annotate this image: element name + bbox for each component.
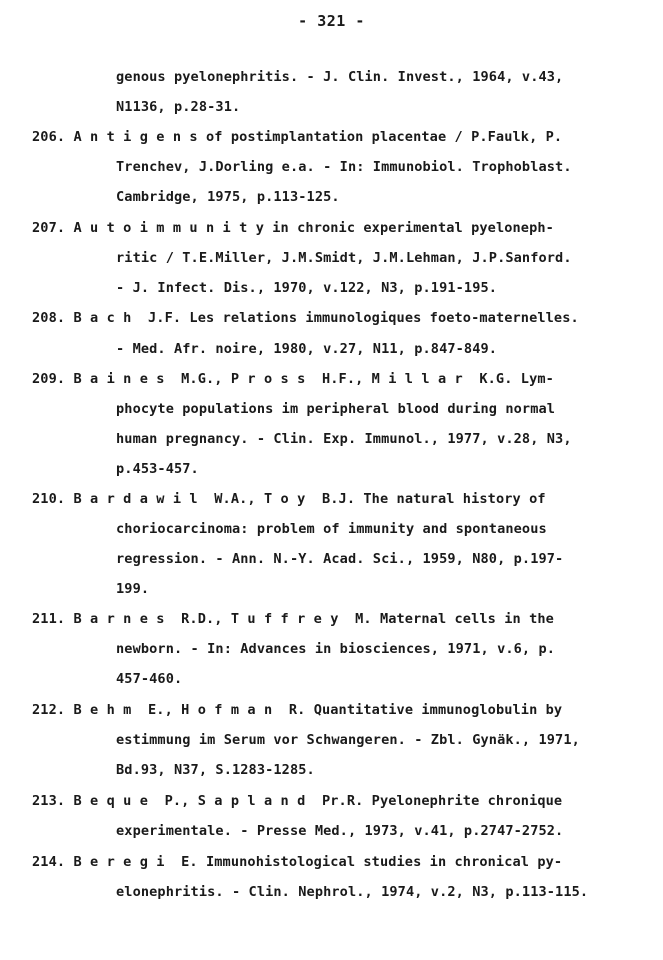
entry-first-rest: in chronic experimental pyeloneph- [263,220,554,236]
entry-line: regression. - Ann. N.-Y. Acad. Sci., 1959, N80, p.197- [116,551,564,567]
entry-line: 199. [116,581,150,597]
entry-lead: B e q u e P., S a p l a n d Pr.R. [73,793,364,809]
entry-first-line [32,792,562,810]
entry-line: elonephritis. - Clin. Nephrol., 1974, v.2, N3, p.113-115. [116,884,589,900]
entry-line: Bd.93, N37, S.1283-1285. [116,762,315,778]
entry-line: experimentale. - Presse Med., 1973, v.41, p.2747-2752. [116,823,564,839]
entry-number: 211. [32,611,66,627]
entry-first-rest: J.F. Les relations immunologiques foeto-maternelles. [131,310,579,326]
entry-first-line [32,309,579,327]
entry-line: human pregnancy. - Clin. Exp. Immunol., 1977, v.28, N3, [116,431,572,447]
entry-number: 208. [32,310,66,326]
entry-number: 214. [32,854,66,870]
entry-first-rest: Lym- [512,371,554,387]
entry-first-rest: Maternal cells in the [371,611,554,627]
entry-lead: B a r n e s R.D., T u f f r e y M. [73,611,372,627]
entry-first-line [32,219,554,237]
entry-line: choriocarcinoma: problem of immunity and spontaneous [116,521,547,537]
entry-line: - Med. Afr. noire, 1980, v.27, N11, p.847-849. [116,341,498,357]
entry-number: 212. [32,702,66,718]
entry-first-rest: Quantitative immunoglobulin by [305,702,563,718]
entry-first-line [32,128,562,146]
entry-number: 213. [32,793,66,809]
entry-line: Trenchev, J.Dorling e.a. - In: Immunobiol. Trophoblast. [116,159,572,175]
entry-line: Cambridge, 1975, p.113-125. [116,189,340,205]
entry-number: 207. [32,220,66,236]
entry-lead: A u t o i m m u n i t y [73,220,264,236]
entry-lead: B e h m E., H o f m a n R. [73,702,306,718]
entry-line: genous pyelonephritis. - J. Clin. Invest., 1964, v.43, [116,69,564,85]
entry-number: 209. [32,371,66,387]
entry-first-rest: Immunohistological studies in chronical py- [197,854,563,870]
entry-first-line [32,701,562,719]
entry-number: 210. [32,491,66,507]
entry-first-line [32,370,554,388]
entry-first-line [32,853,562,871]
entry-line: 457-460. [116,671,183,687]
entry-lead: B a c h [73,310,132,326]
entry-first-rest: of postimplantation placentae / P.Faulk, P. [197,129,563,145]
entry-line: - J. Infect. Dis., 1970, v.122, N3, p.191-195. [116,280,498,296]
entry-first-line [32,490,546,508]
entry-lead: B a i n e s M.G., P r o s s H.F., M i l l a r K.G. [73,371,513,387]
entry-lead: B a r d a w i l W.A., T o y B.J. [73,491,356,507]
entry-line: ritic / T.E.Miller, J.M.Smidt, J.M.Lehman, J.P.Sanford. [116,250,572,266]
entry-first-line [32,610,554,628]
entry-first-rest: Pyelonephrite chronique [363,793,563,809]
entry-line: N1136, p.28-31. [116,99,241,115]
entry-lead: B e r e g i E. [73,854,198,870]
page-number: - 321 - [298,12,365,30]
entry-first-rest: The natural history of [355,491,546,507]
entry-line: phocyte populations im peripheral blood during normal [116,401,556,417]
entry-line: estimmung im Serum vor Schwangeren. - Zbl. Gynäk., 1971, [116,732,580,748]
entry-line: p.453-457. [116,461,199,477]
entry-number: 206. [32,129,66,145]
entry-line: newborn. - In: Advances in biosciences, 1971, v.6, p. [116,641,556,657]
entry-lead: A n t i g e n s [73,129,198,145]
